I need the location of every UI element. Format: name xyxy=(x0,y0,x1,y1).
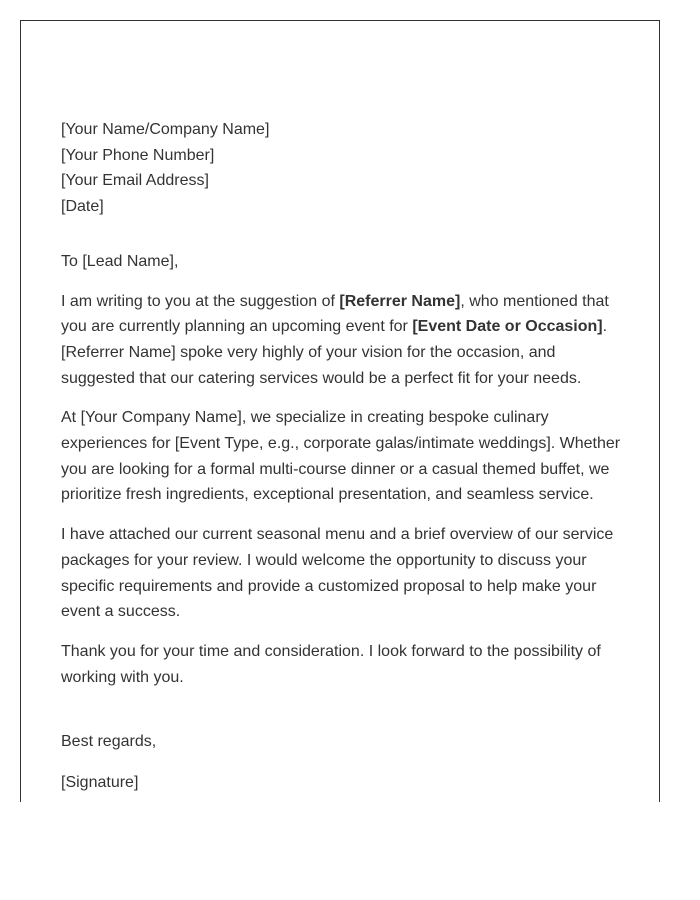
referrer-name: [Referrer Name] xyxy=(339,292,461,310)
sender-phone: [Your Phone Number] xyxy=(61,146,215,164)
paragraph-introduction-part3: . [Referrer Name] spoke very highly of your vision for the occasion, and suggested that our catering services would be a perfect fit for your needs. xyxy=(61,318,608,387)
paragraph-introduction-part1: I am writing to you at the suggestion of xyxy=(61,292,340,310)
event-occasion: [Event Date or Occasion] xyxy=(412,318,603,336)
letter-body xyxy=(61,117,631,796)
paragraph-company: At [Your Company Name], we specialize in creating bespoke culinary experiences for [Event Type, e.g., corporate galas/intimate weddings]. Whether you are looking for a formal multi-course dinner or a casual themed buffet, we prioritize fresh ingredients, exceptional presentation, and seamless service. xyxy=(61,409,621,504)
paragraph-introduction xyxy=(61,289,631,392)
paragraph-thanks: Thank you for your time and consideration. I look forward to the possibility of working with you. xyxy=(61,642,601,686)
closing: Best regards, xyxy=(61,733,157,751)
salutation: To [Lead Name], xyxy=(61,252,179,270)
sender-email: [Your Email Address] xyxy=(61,172,209,190)
paragraph-attachments: I have attached our current seasonal menu and a brief overview of our service packages for your review. I would welcome the opportunity to discuss your specific requirements and provide a customized proposal to help make your event a success. xyxy=(61,526,614,621)
sender-block xyxy=(61,117,631,220)
letter-page xyxy=(20,20,660,802)
signature: [Signature] xyxy=(61,774,139,792)
sender-name: [Your Name/Company Name] xyxy=(61,121,270,138)
paragraph-introduction-part2: , who mentioned that you are currently planning an upcoming event for xyxy=(61,292,609,336)
letter-date: [Date] xyxy=(61,198,104,216)
